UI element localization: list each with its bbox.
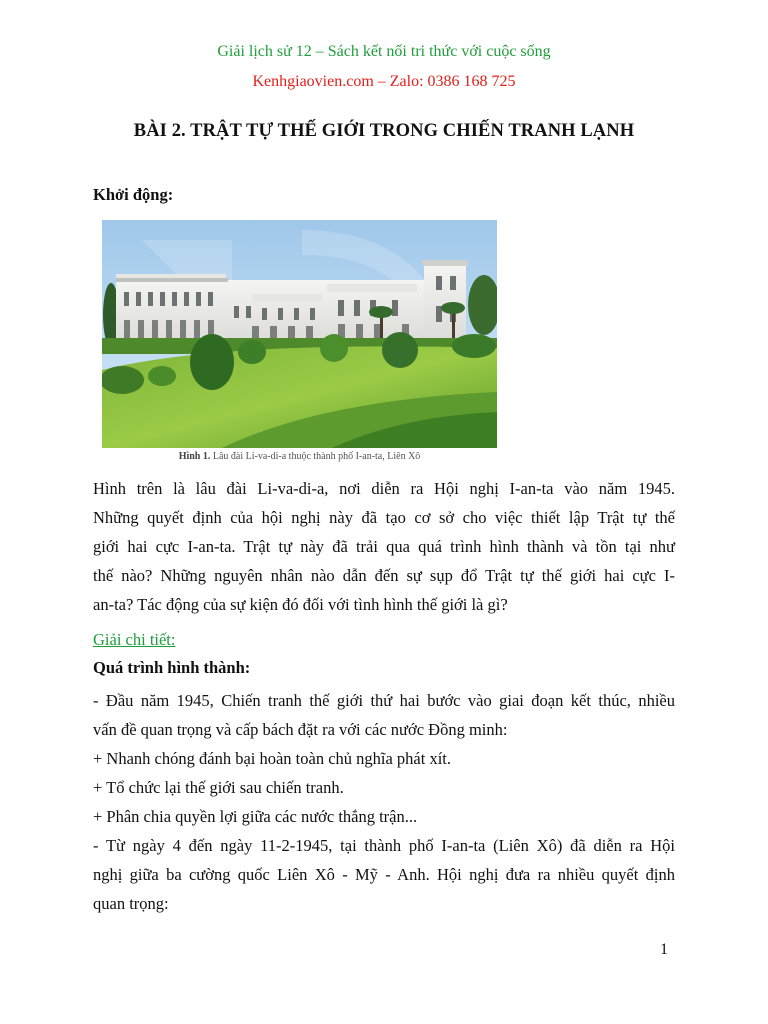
intro-line: thế nào? Những nguyên nhân nào dẫn đến sự sụp đổ Trật tự thế giới hai cực I- bbox=[93, 566, 675, 585]
intro-line: giới hai cực I-an-ta. Trật tự này đã trải qua quá trình hình thành và tồn tại như bbox=[93, 537, 675, 556]
intro-paragraph bbox=[93, 474, 675, 619]
intro-line: Hình trên là lâu đài Li-va-di-a, nơi diễn ra Hội nghị I-an-ta vào năm 1945. bbox=[93, 479, 675, 498]
body-line: quan trọng: bbox=[93, 894, 169, 913]
page-number: 1 bbox=[660, 941, 668, 958]
lesson-title: BÀI 2. TRẬT TỰ THẾ GIỚI TRONG CHIẾN TRANH LẠNH bbox=[133, 121, 635, 141]
body-line: - Đầu năm 1945, Chiến tranh thế giới thứ hai bước vào giai đoạn kết thúc, nhiều bbox=[93, 691, 675, 710]
header-subject-line: Giải lịch sử 12 – Sách kết nối tri thức với cuộc sống bbox=[217, 43, 551, 60]
figure-caption bbox=[102, 451, 497, 462]
intro-line: Những quyết định của hội nghị này đã tạo cơ sở cho việc thiết lập Trật tự thế bbox=[93, 508, 675, 527]
body-line: - Từ ngày 4 đến ngày 11-2-1945, tại thành phố I-an-ta (Liên Xô) đã diễn ra Hội bbox=[93, 836, 675, 855]
intro-line: an-ta? Tác động của sự kiện đó đối với tình hình thế giới là gì? bbox=[93, 595, 508, 614]
detailed-solution-link[interactable]: Giải chi tiết: bbox=[93, 630, 176, 649]
figure-caption-label: Hình 1. bbox=[178, 451, 211, 462]
livadia-palace-photo bbox=[102, 220, 497, 448]
formation-heading: Quá trình hình thành: bbox=[93, 658, 251, 677]
formation-body bbox=[93, 686, 675, 918]
header-website-line: Kenhgiaovien.com – Zalo: 0386 168 725 bbox=[252, 73, 516, 90]
body-line: + Tổ chức lại thế giới sau chiến tranh. bbox=[93, 778, 344, 797]
figure-caption-text: Lâu đài Li-va-di-a thuộc thành phố I-an-ta, Liên Xô bbox=[212, 451, 421, 462]
body-line: nghị giữa ba cường quốc Liên Xô - Mỹ - Anh. Hội nghị đưa ra nhiều quyết định bbox=[93, 865, 675, 884]
warmup-label: Khởi động: bbox=[93, 185, 174, 204]
body-line: vấn đề quan trọng và cấp bách đặt ra với các nước Đồng minh: bbox=[93, 720, 508, 739]
body-line: + Nhanh chóng đánh bại hoàn toàn chủ nghĩa phát xít. bbox=[93, 749, 452, 768]
body-line: + Phân chia quyền lợi giữa các nước thắng trận... bbox=[93, 807, 418, 826]
